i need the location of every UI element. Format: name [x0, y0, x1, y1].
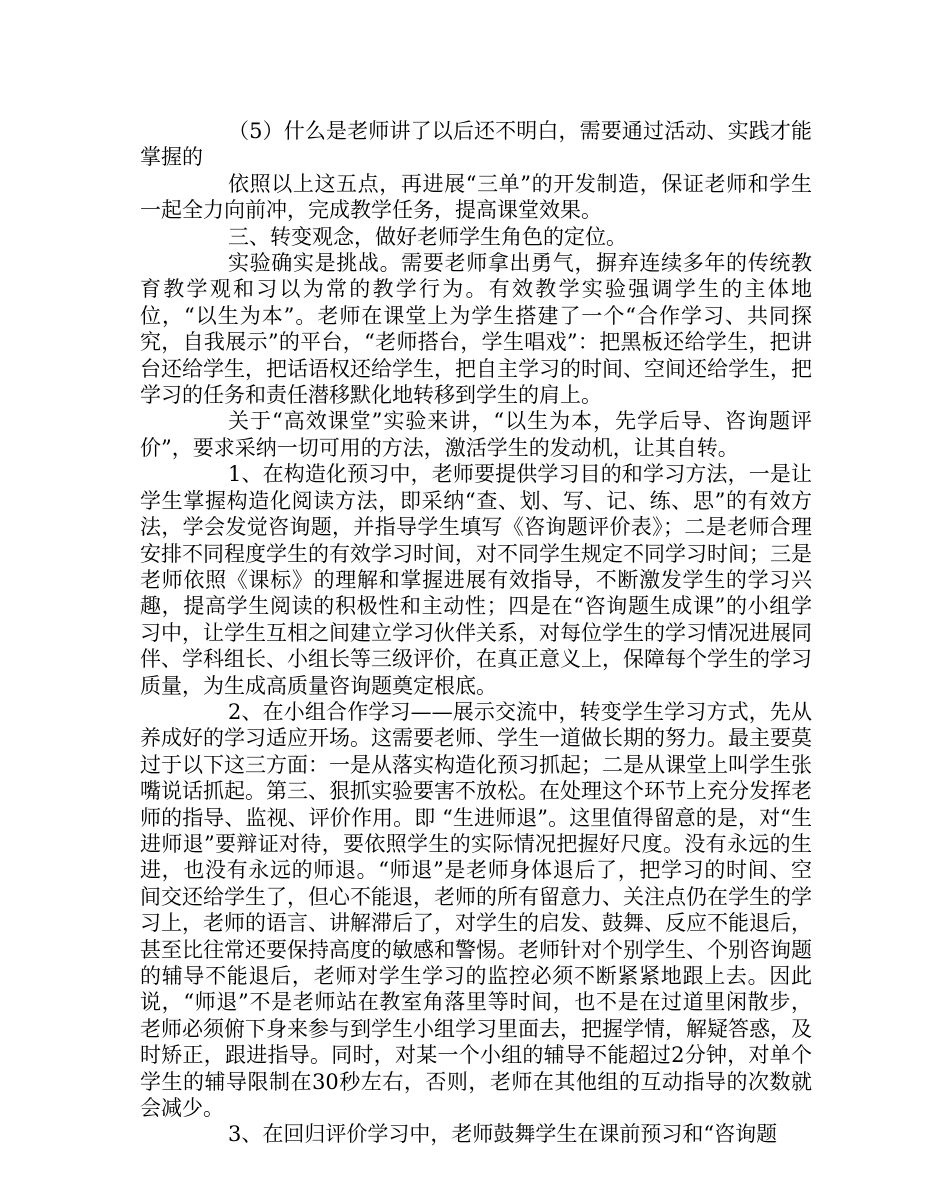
document-page [140, 118, 812, 1148]
paragraph-5: 1、在构造化预习中，老师要提供学习目的和学习方法，一是让学生掌握构造化阅读方法，即采纳“查、划、写、记、练、思”的有效方法，学会发觉咨询题，并指导学生填写《咨询题评价表》；二是老师合理安排不同程度学生的有效学习时间，对不同学生规定不同学习时间；三是老师依照《课标》的理解和掌握进展有效指导，不断激发学生的学习兴趣，提高学生阅读的积极性和主动性；四是在“咨询题生成课”的小组学习中，让学生互相之间建立学习伙伴关系，对每位学生的学习情况进展同伴、学科组长、小组长等三级评价，在真正意义上，保障每个学生的学习质量，为生成高质量咨询题奠定根底。 [140, 462, 812, 698]
paragraph-6: 2、在小组合作学习——展示交流中，转变学生学习方式，先从养成好的学习适应开场。这需要老师、学生一道做长期的努力。最主要莫过于以下这三方面：一是从落实构造化预习抓起；二是从课堂上叫学生张嘴说话抓起。第三、狠抓实验要害不放松。在处理这个环节上充分发挥老师的指导、监视、评价作用。即 “生进师退”。这里值得留意的是，对“生进师退”要辩证对待，要依照学生的实际情况把握好尺度。没有永远的生进，也没有永远的师退。“师退”是老师身体退后了，把学习的时间、空间交还给学生了，但心不能退，老师的所有留意力、关注点仍在学生的学习上，老师的语言、讲解滞后了，对学生的启发、鼓舞、反应不能退后，甚至比往常还要保持高度的敏感和警惕。老师针对个别学生、个别咨询题的辅导不能退后，老师对学生学习的监控必须不断紧紧地跟上去。因此说，“师退”不是老师站在教室角落里等时间，也不是在过道里闲散步，老师必须俯下身来参与到学生小组学习里面去，把握学情，解疑答惑，及时矫正，跟进指导。同时，对某一个小组的辅导不能超过2分钟，对单个学生的辅导限制在30秒左右，否则，老师在其他组的互动指导的次数就会减少。 [140, 699, 812, 1121]
paragraph-2: 依照以上这五点，再进展“三单”的开发制造，保证老师和学生一起全力向前冲，完成教学任务，提高课堂效果。 [140, 171, 812, 223]
paragraph-7: 3、在回归评价学习中，老师鼓舞学生在课前预习和“咨询题 [228, 1122, 778, 1147]
paragraph-4: 关于“高效课堂”实验来讲，“以生为本，先学后导、咨询题评价”，要求采纳一切可用的方法，激活学生的发动机，让其自转。 [140, 409, 812, 460]
paragraph-1: （5）什么是老师讲了以后还不明白，需要通过活动、实践才能掌握的 [140, 119, 812, 170]
paragraph-3: 实验确实是挑战。需要老师拿出勇气，摒弃连续多年的传统教育教学观和习以为常的教学行为。有效教学实验强调学生的主体地位，“以生为本”。老师在课堂上为学生搭建了一个“合作学习、共同探究，自我展示”的平台，“老师搭台，学生唱戏”：把黑板还给学生，把讲台还给学生，把话语权还给学生，把自主学习的时间、空间还给学生，把学习的任务和责任潜移默化地转移到学生的肩上。 [140, 251, 812, 408]
section-heading: 三、转变观念，做好老师学生角色的定位。 [228, 224, 627, 249]
